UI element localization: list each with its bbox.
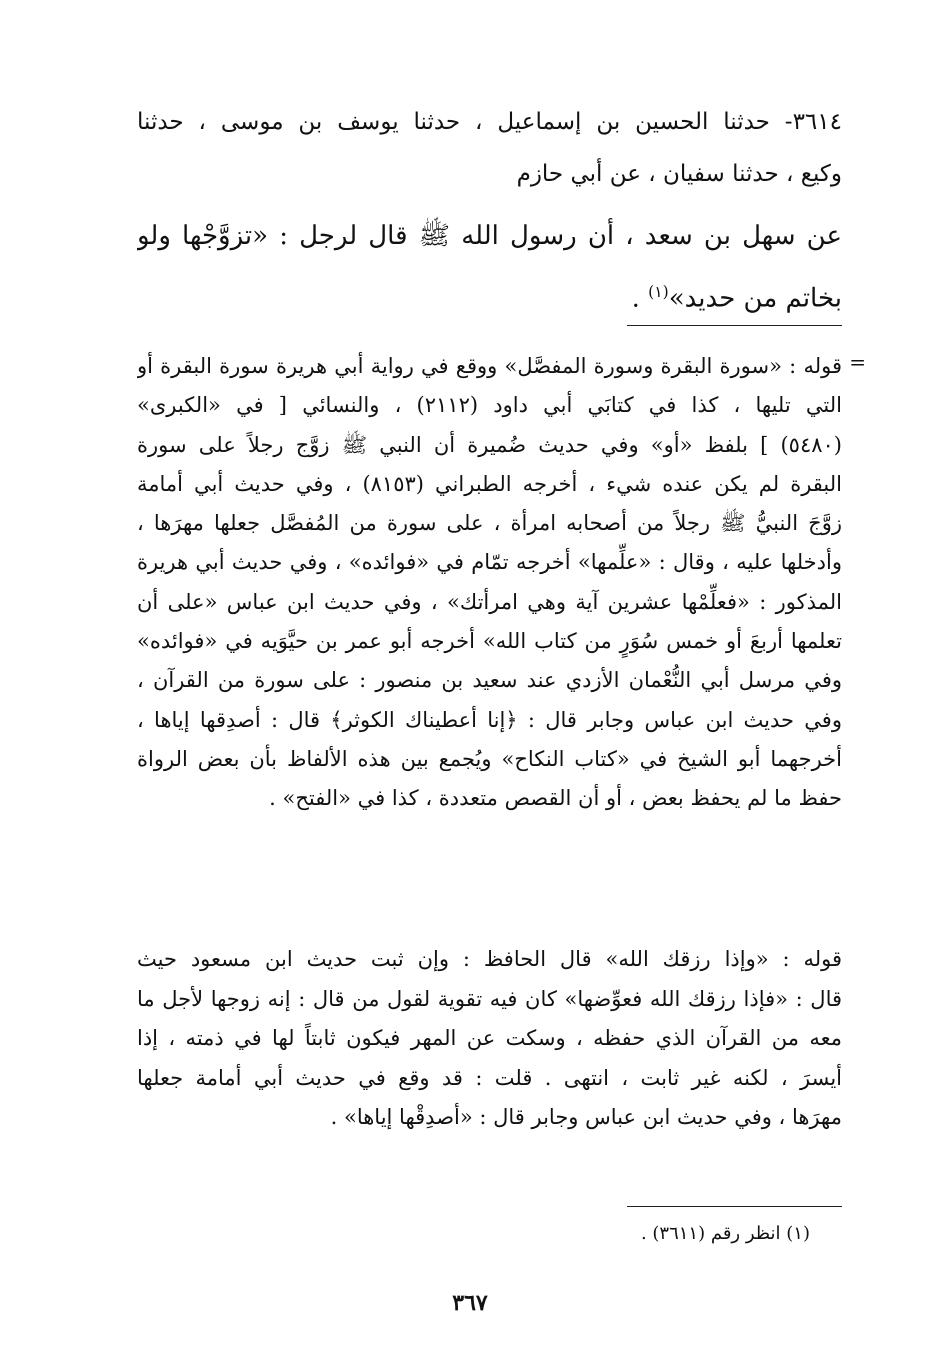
commentary-line: مهرَها ، وفي حديث ابن عباس وجابر قال : «أصدِقْها إياها» .: [330, 1105, 842, 1129]
commentary-line: وأدخلها عليه ، وقال : «علِّمها» أخرجه تمّام في «فوائده» ، وفي حديث أبي هريرة: [137, 550, 842, 575]
matn-line-2: [137, 264, 842, 327]
commentary-paragraph-1: [137, 347, 842, 819]
footnote-reference[interactable]: (١): [648, 283, 669, 301]
footnote: (١) انظر رقم (٣٦١١) .: [640, 1223, 810, 1244]
hadith-matn: [137, 208, 842, 327]
commentary-line: أخرجهما أبو الشيخ في «كتاب النكاح» ويُجمع بين هذه الألفاظ بأن بعض الرواة: [137, 746, 842, 771]
commentary-line: قوله : «سورة البقرة وسورة المفصَّل» ووقع في رواية أبي هريرة سورة البقرة أو: [137, 354, 842, 378]
commentary-line: (٥٤٨٠) ] بلفظ «أو» وفي حديث ضُميرة أن النبي ﷺ زوَّج رجلاً على سورة: [137, 432, 842, 457]
commentary-line: حفظ ما لم يحفظ بعض ، أو أن القصص متعددة ، كذا في «الفتح» .: [269, 786, 842, 811]
commentary-line: زوَّجَ النبيُّ ﷺ رجلاً من أصحابه امرأة ، على سورة من المُفصَّل جعلها مهرَها ،: [137, 511, 842, 536]
commentary-separator: [627, 325, 842, 326]
continuation-mark: =: [849, 350, 866, 374]
commentary-line: المذكور : «فعلِّمْها عشرين آية وهي امرأتك» ، وفي حديث ابن عباس «على أن: [137, 589, 842, 614]
commentary-line: التي تليها ، كذا في كتابَي أبي داود (٢١١٢) ، والنسائي [ في «الكبرى»: [137, 393, 842, 418]
commentary-line: قال : «فإذا رزقك الله فعوِّضها» كان فيه تقوية لقول من قال : إنه زوجها لأجل ما: [137, 986, 842, 1011]
isnad-line-1: ٣٦١٤- حدثنا الحسين بن إسماعيل ، حدثنا يوسف بن موسى ، حدثنا: [137, 109, 842, 135]
commentary-line: أيسرَ ، لكنه غير ثابت ، انتهى . قلت : قد وقع في حديث أبي أمامة جعلها: [137, 1065, 842, 1090]
footnote-separator: [627, 1206, 842, 1207]
commentary-line: قوله : «وإذا رزقك الله» قال الحافظ : وإن ثبت حديث ابن مسعود حيث: [137, 947, 842, 971]
commentary-line: وفي حديث ابن عباس وجابر قال : ﴿إنا أعطيناك الكوثر﴾ قال : أصدِقها إياها ،: [137, 707, 842, 732]
matn-line-1: عن سهل بن سعد ، أن رسول الله ﷺ قال لرجل : «تزوَّجْها ولو: [137, 221, 842, 251]
commentary-paragraph-2: [137, 940, 842, 1138]
hadith-isnad: [137, 96, 842, 200]
page-number: ٣٦٧: [452, 1290, 488, 1316]
commentary-line: البقرة لم يكن عنده شيء ، أخرجه الطبراني (٨١٥٣) ، وفي حديث أبي أمامة: [137, 471, 842, 496]
isnad-line-2: وكيع ، حدثنا سفيان ، عن أبي حازم: [516, 161, 842, 187]
commentary-line: معه من القرآن الذي حفظه ، وسكت عن المهر فيكون ثابتاً لها في ذمته ، إذا: [137, 1026, 842, 1050]
matn-line-2-text: بخاتم من حديد»: [668, 283, 842, 314]
matn-end-punctuation: .: [631, 283, 649, 314]
commentary-line: تعلمها أربعَ أو خمس سُوَرٍ من كتاب الله» أخرجه أبو عمر بن حيَّوَيه في «فوائده»: [137, 629, 842, 654]
commentary-line: وفي مرسل أبي النُّعْمان الأزدي عند سعيد بن منصور : على سورة من القرآن ،: [137, 668, 842, 693]
